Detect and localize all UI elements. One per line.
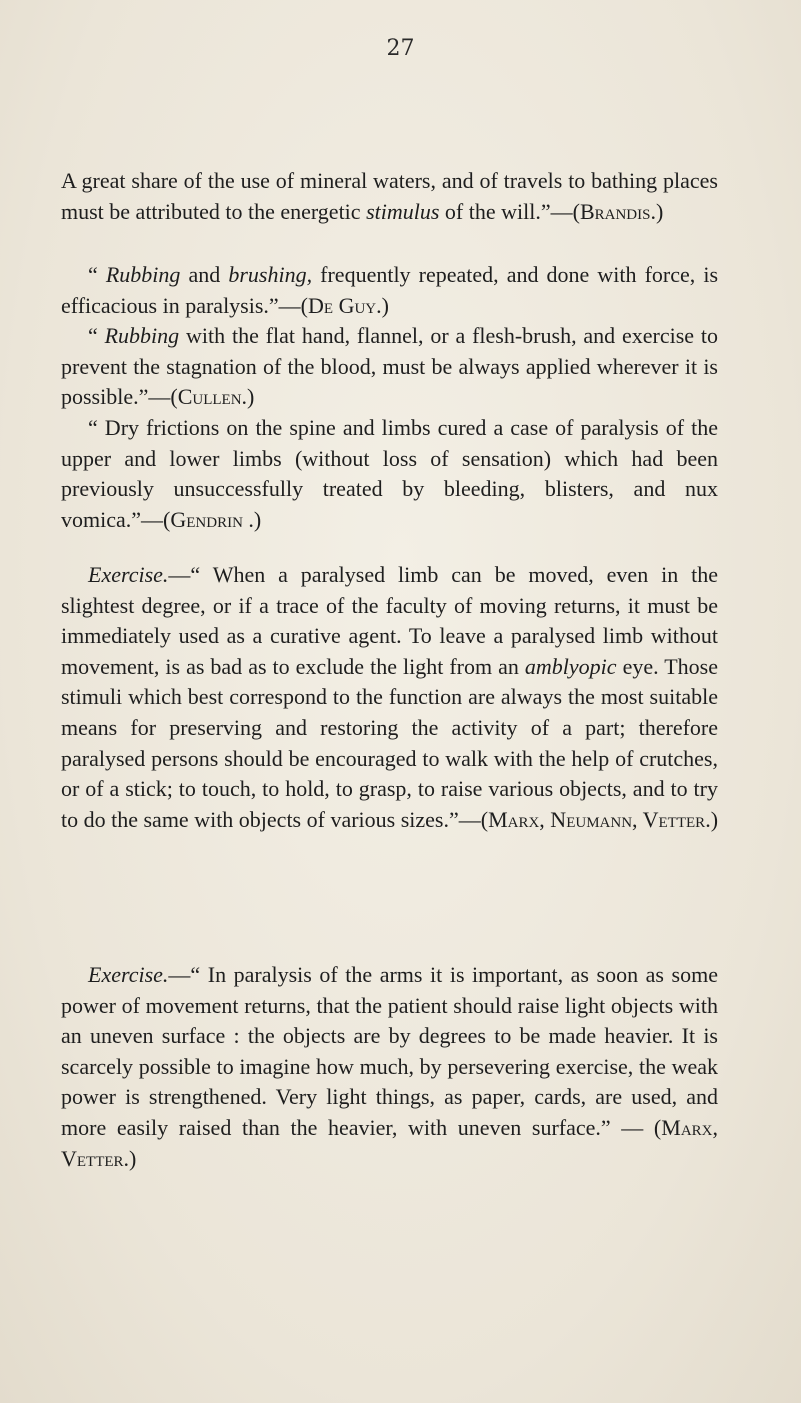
text-run: eye. Those stimuli which best correspond to the function are always the most suitable means for preserving and restoring the activity of a part; therefore paralysed persons should be encouraged to walk with the help of crutches, or of a stick; to touch, to hold, to grasp, to raise various objects, and to try to do the same with objects of various sizes.”—( [61,653,718,832]
citation-author: Marx, Vetter [61,1114,718,1171]
text-run: and [180,262,229,287]
italic-word: Rubbing [104,323,180,348]
paragraph-brandis [61,166,718,227]
citation-author: De Guy [308,292,377,318]
section-heading: Exercise. [88,962,169,987]
citation-author: Gendrin [170,506,243,532]
text-run: —“ In paralysis of the arms it is important, as soon as some power of movement returns, that the patient should raise light objects with an uneven surface : the objects are by degrees to be made heavier. It is scarcely possible to imagine how much, by persevering exercise, the weak power is strengthened. Very light things, as paper, cards, are used, and more easily raised than the heavier, with uneven surface.” — ( [61,962,718,1140]
paragraph-de-guy [61,260,718,321]
paragraph-exercise-2 [61,960,718,1174]
italic-word: stimulus [366,198,440,224]
text-run: “ [88,323,105,348]
italic-word: Rubbing [105,262,181,287]
text-run: frequently repeated, and done with force, is efficacious in paralysis.”—( [61,262,719,318]
text-run: .) [705,806,719,832]
text-run: “ Dry frictions on the spine and limbs cured a case of paralysis of the upper and lower limbs (without loss of sensation) which had been previously unsuccessfully treated by bleeding, blisters, and nux vomica.”—( [61,415,718,532]
text-run: .) [242,506,262,532]
paragraph-cullen [61,321,718,413]
paragraph-gendrin [61,413,718,535]
text-run: A great share of the use of mineral waters, and of travels to bathing places must be attributed to the energetic [61,168,718,224]
text-run: “ [88,262,106,287]
text-run: of the will.”—( [439,198,580,224]
citation-author: Marx, Neumann, Vetter [488,806,706,832]
section-heading: Exercise. [88,562,169,587]
text-run: .) [241,384,255,410]
paragraph-exercise-1 [61,560,718,835]
text-run: .) [650,198,664,224]
text-run: .) [123,1145,137,1171]
italic-word: amblyopic [524,653,617,679]
citation-author: Cullen [177,384,242,410]
text-run: with the flat hand, flannel, or a flesh-brush, and exercise to prevent the stagnation of the blood, must be always applied wherever it is possible.”—( [61,323,719,410]
text-run: .) [376,292,389,318]
text-run: —“ When a paralysed limb can be moved, even in the slightest degree, or if a trace of the faculty of moving returns, it must be immediately used as a curative agent. To leave a paralysed limb without movement, is as bad as to exclude the light from an [61,562,718,679]
page-number: 27 [386,36,415,61]
italic-word: brushing, [228,262,313,287]
citation-author: Brandis [579,198,651,224]
